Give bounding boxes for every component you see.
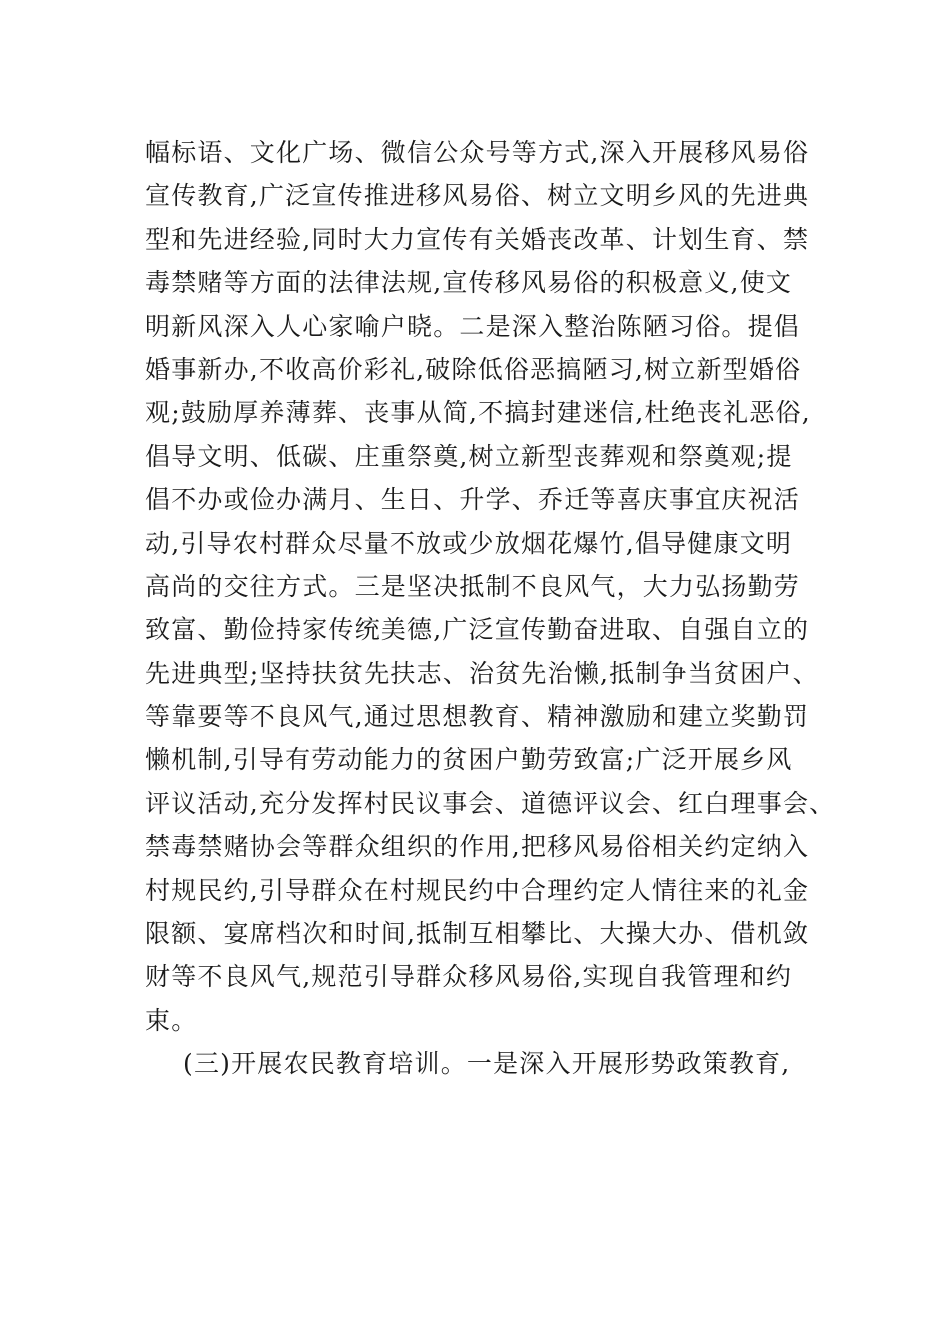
text-line: 禁毒禁赌协会等群众组织的作用,把移风易俗相关约定纳入	[145, 832, 810, 862]
text-line: 评议活动,充分发挥村民议事会、道德评议会、红白理事会、	[145, 788, 836, 818]
text-line: 型和先进经验,同时大力宣传有关婚丧改革、计划生育、禁	[145, 224, 810, 254]
text-line: 致富、勤俭持家传统美德,广泛宣传勤奋进取、自强自立的	[145, 615, 810, 645]
text-line: 限额、宴席档次和时间,抵制互相攀比、大操大办、借机敛	[145, 919, 810, 949]
text-line: 宣传教育,广泛宣传推进移风易俗、树立文明乡风的先进典	[145, 181, 810, 211]
text-line: 懒机制,引导有劳动能力的贫困户勤劳致富;广泛开展乡风	[145, 745, 793, 775]
text-line: 婚事新办,不收高价彩礼,破除低俗恶搞陋习,树立新型婚俗	[145, 354, 802, 384]
text-line: 束。	[145, 1005, 198, 1035]
text-line: 观;鼓励厚养薄葬、丧事从简,不搞封建迷信,杜绝丧礼恶俗,	[145, 398, 811, 428]
text-line: 动,引导农村群众尽量不放或少放烟花爆竹,倡导健康文明	[145, 528, 793, 558]
text-line: 财等不良风气,规范引导群众移风易俗,实现自我管理和约	[145, 962, 793, 992]
text-line: 倡不办或俭办满月、生日、升学、乔迁等喜庆事宜庆祝活	[145, 485, 801, 515]
text-line: 先进典型;坚持扶贫先扶志、治贫先治懒,抵制争当贫困户、	[145, 658, 819, 688]
text-line: 幅标语、文化广场、微信公众号等方式,深入开展移风易俗	[145, 138, 810, 167]
text-line: 明新风深入人心家喻户晓。二是深入整治陈陋习俗。提倡	[145, 311, 801, 341]
text-line: 倡导文明、低碳、庄重祭奠,树立新型丧葬观和祭奠观;提	[145, 441, 793, 471]
text-line: 高尚的交往方式。三是坚决抵制不良风气，大力弘扬勤劳	[145, 571, 801, 601]
section-heading: (三)开展农民教育培训。一是深入开展形势政策教育,	[183, 1049, 791, 1079]
body-text	[145, 131, 836, 1086]
text-line: 村规民约,引导群众在村规民约中合理约定人情往来的礼金	[145, 875, 810, 905]
text-line: 毒禁赌等方面的法律法规,宣传移风易俗的积极意义,使文	[145, 268, 793, 298]
text-line: 等靠要等不良风气,通过思想教育、精神激励和建立奖勤罚	[145, 702, 810, 732]
